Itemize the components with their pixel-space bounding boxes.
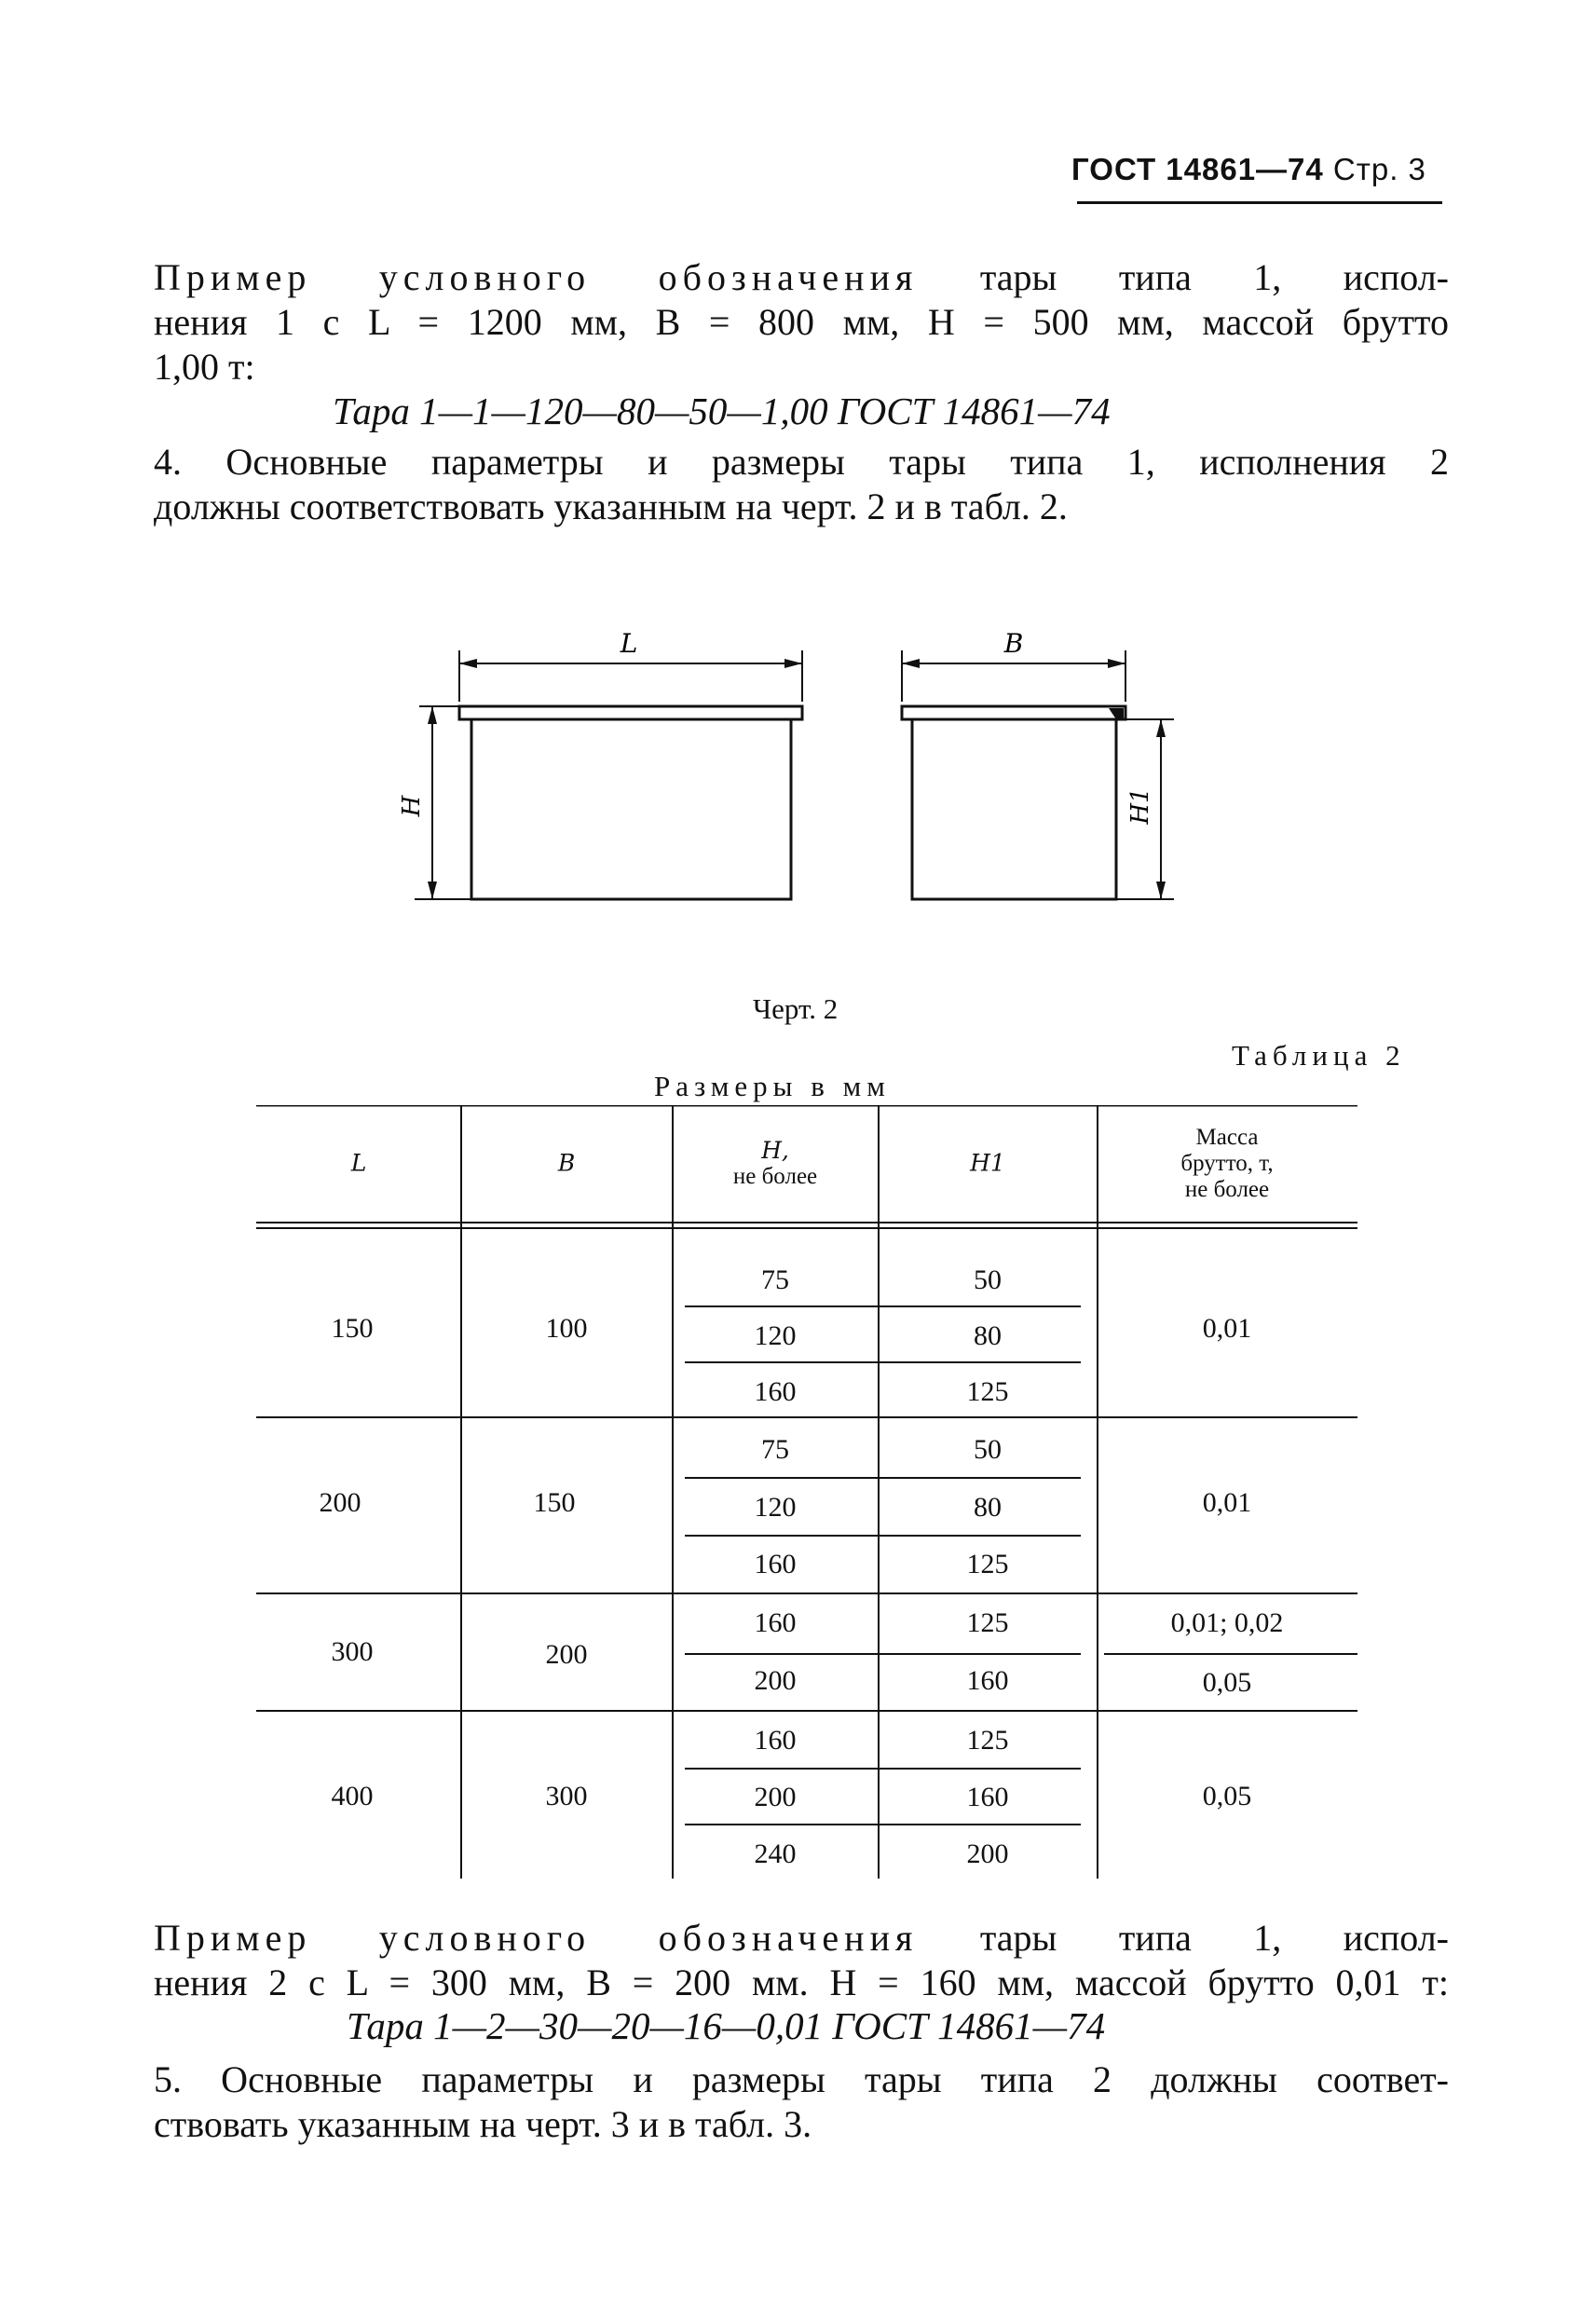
label-H1: H1	[1126, 787, 1154, 825]
example1-formula: Тара 1—1—120—80—50—1,00 ГОСТ 14861—74	[333, 390, 1111, 432]
page-number: Стр. 3	[1332, 152, 1426, 186]
table-cell-H: 200	[754, 1665, 797, 1696]
table-cell-B: 200	[545, 1639, 588, 1670]
container-drawing	[391, 615, 1211, 913]
example1-paragraph	[154, 255, 1449, 390]
table-cell-L: 150	[331, 1313, 374, 1344]
drawing-caption: Черт. 2	[753, 992, 839, 1025]
item5-line1: 5. Основные параметры и размеры тары типа 2 должны соответ-	[154, 2058, 1449, 2100]
table-cell-H: 120	[754, 1320, 797, 1351]
table-cell-B: 150	[533, 1487, 576, 1518]
table-cell-mass: 0,01	[1202, 1487, 1252, 1518]
table-cell-H1: 160	[966, 1782, 1009, 1812]
table-cell-H1: 125	[966, 1607, 1009, 1638]
example2-line2: нения 2 с L = 300 мм, B = 200 мм. H = 160 мм, массой брутто 0,01 т:	[154, 1961, 1449, 2003]
table-cell-mass: 0,05	[1202, 1781, 1252, 1811]
table-cell-H: 160	[754, 1549, 797, 1579]
front-lid	[459, 706, 802, 719]
table-cell-B: 100	[545, 1313, 588, 1344]
header-rule	[1077, 201, 1442, 204]
header-L: L	[350, 1149, 367, 1177]
table-cell-H1: 125	[966, 1549, 1009, 1579]
table-cell-B: 300	[545, 1781, 588, 1811]
example2-formula: Тара 1—2—30—20—16—0,01 ГОСТ 14861—74	[347, 2004, 1106, 2047]
header-mass: Масса брутто, т, не более	[1180, 1125, 1274, 1202]
table-cell-H: 160	[754, 1607, 797, 1638]
page-header	[1071, 152, 1444, 187]
example1-lead: Пример условного обозначения	[154, 256, 919, 298]
label-L: L	[620, 628, 638, 659]
item4-line2: должны соответствовать указанным на черт. 2 и в табл. 2.	[154, 485, 1068, 527]
example2-line1-rest: тары типа 1, испол-	[979, 1917, 1450, 1959]
table-cell-L: 300	[331, 1636, 374, 1667]
table-cell-H1: 80	[974, 1320, 1002, 1351]
drawing-2	[391, 615, 1211, 913]
example1-line2: нения 1 с L = 1200 мм, B = 800 мм, H = 500 мм, массой брутто	[154, 301, 1449, 343]
table-units: Размеры в мм	[654, 1070, 891, 1102]
table-cell-H: 240	[754, 1838, 797, 1869]
table-cell-H1: 125	[966, 1376, 1009, 1407]
table-cell-H: 160	[754, 1725, 797, 1756]
label-B: B	[1003, 628, 1024, 659]
table-cell-H: 200	[754, 1782, 797, 1812]
table-cell-H: 75	[761, 1264, 789, 1295]
example1-line3: 1,00 т:	[154, 346, 255, 388]
item5-paragraph	[154, 2057, 1449, 2147]
header-H: H, не более	[732, 1137, 818, 1189]
table-grid	[256, 1105, 1357, 1879]
table-cell-H1: 200	[966, 1838, 1009, 1869]
table-cell-mass: 0,01; 0,02	[1170, 1607, 1284, 1638]
table-cell-H1: 80	[974, 1492, 1002, 1523]
side-body	[912, 719, 1116, 899]
table-cell-H1: 125	[966, 1725, 1009, 1756]
table-cell-L: 400	[331, 1781, 374, 1811]
front-body	[471, 719, 791, 899]
item5-line2: ствовать указанным на черт. 3 и в табл. 3.	[154, 2103, 812, 2145]
table-cell-H: 160	[754, 1376, 797, 1407]
table-cell-H1: 50	[974, 1434, 1002, 1465]
table-cell-H: 120	[754, 1492, 797, 1523]
item4-line1: 4. Основные параметры и размеры тары типа 1, исполнения 2	[154, 441, 1449, 483]
table-cell-mass: 0,05	[1202, 1667, 1252, 1698]
item4-paragraph	[154, 440, 1449, 529]
example2-lead: Пример условного обозначения	[154, 1917, 919, 1959]
label-H: H	[398, 795, 426, 817]
table-cell-H: 75	[761, 1434, 789, 1465]
side-lid	[902, 706, 1125, 719]
example1-line1-rest: тары типа 1, испол-	[979, 256, 1450, 298]
table-cell-H1: 160	[966, 1665, 1009, 1696]
header-B: B	[557, 1149, 576, 1177]
table-title: Таблица 2	[1232, 1039, 1406, 1072]
table-cell-L: 200	[319, 1487, 361, 1518]
standard-number: ГОСТ 14861—74	[1071, 152, 1324, 186]
table-cell-mass: 0,01	[1202, 1313, 1252, 1344]
table-2	[256, 1105, 1357, 1879]
table-cell-H1: 50	[974, 1264, 1002, 1295]
example2-paragraph	[154, 1916, 1449, 2005]
header-H1: H1	[970, 1149, 1005, 1177]
